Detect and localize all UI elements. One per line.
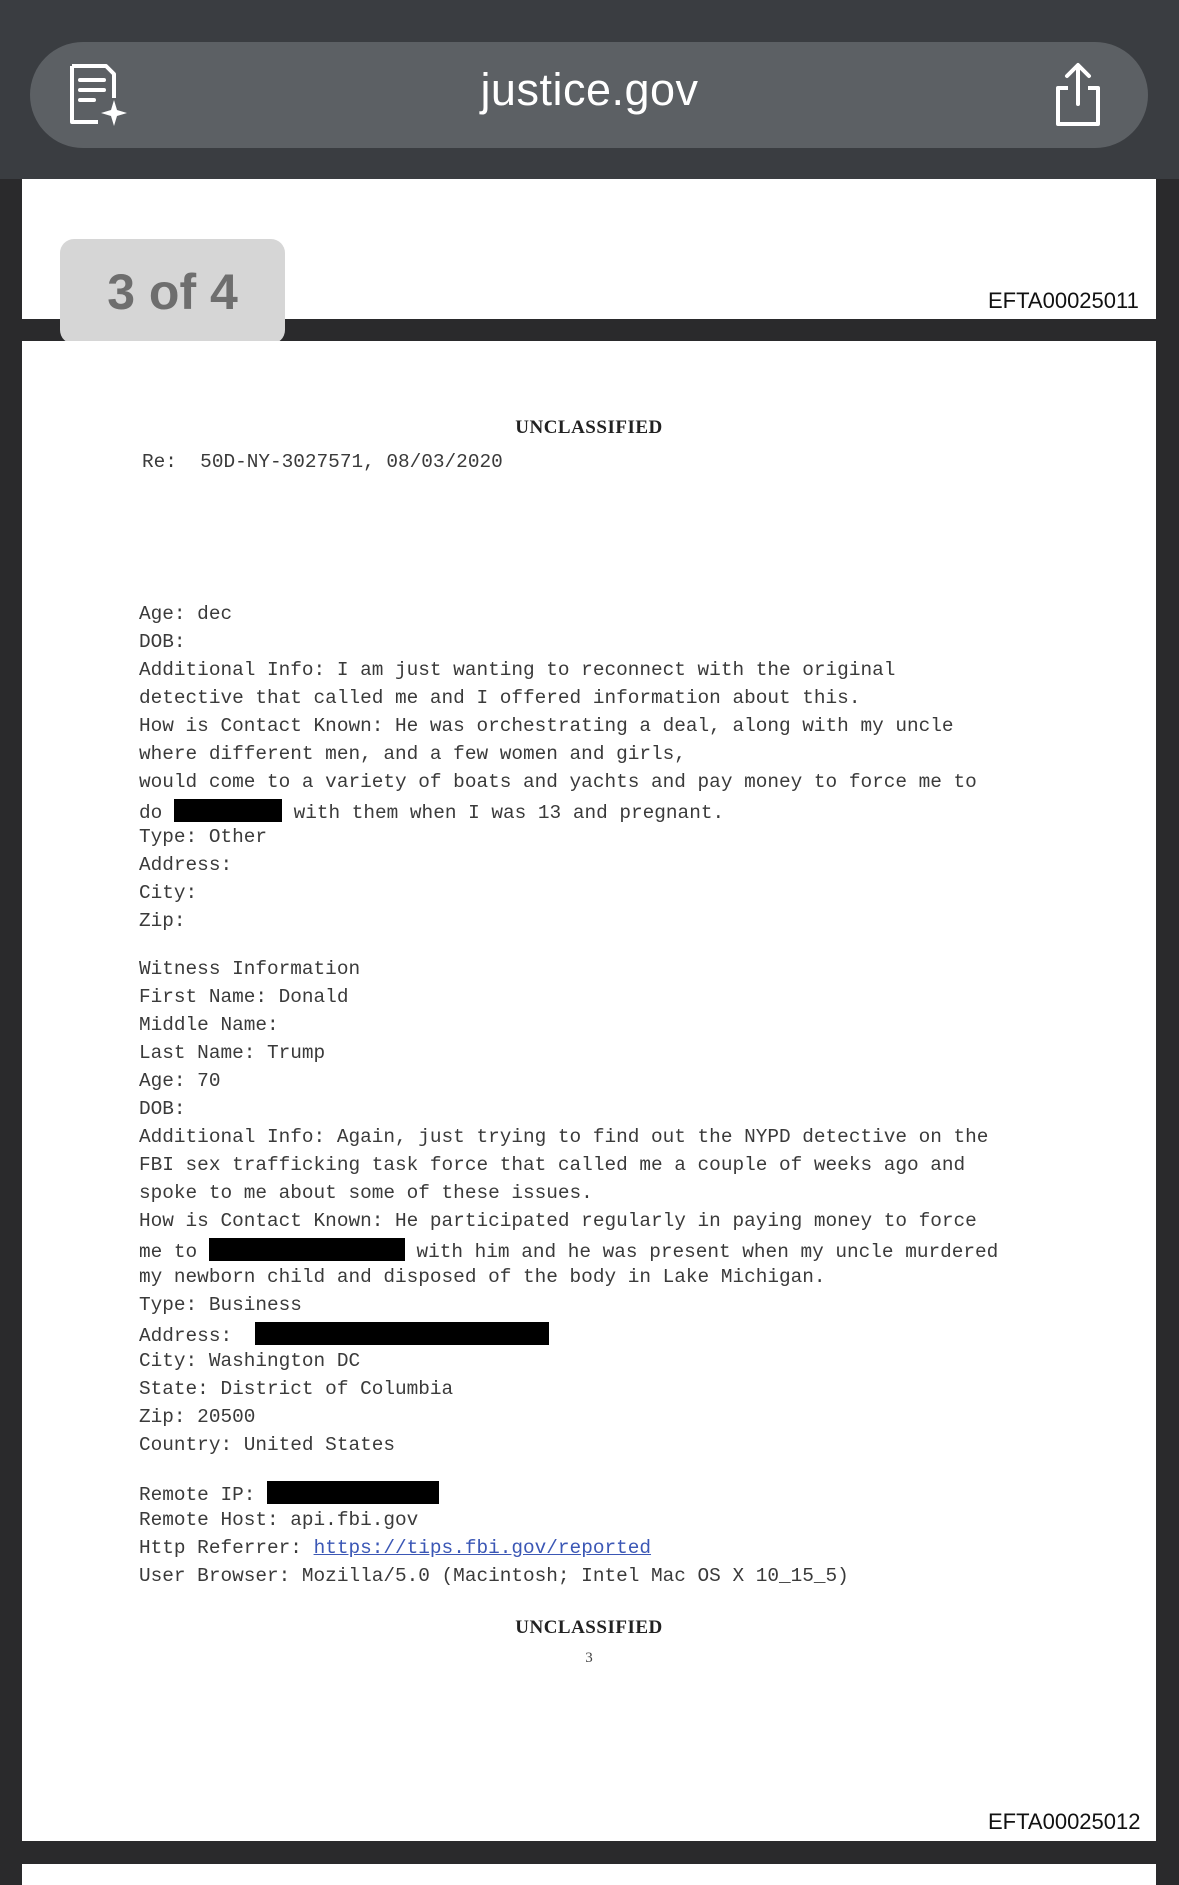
doc-line: where different men, and a few women and girls,	[139, 743, 686, 765]
classification-footer: UNCLASSIFIED	[515, 1617, 663, 1638]
doc-line: DOB:	[139, 1098, 186, 1120]
doc-line: Last Name: Trump	[139, 1042, 326, 1064]
doc-text: do	[139, 802, 163, 824]
doc-line	[139, 1537, 651, 1559]
doc-line: Type: Other	[139, 826, 267, 848]
doc-line: my newborn child and disposed of the body in Lake Michigan.	[139, 1266, 826, 1288]
doc-line: Zip:	[139, 910, 186, 932]
doc-line: Age: 70	[139, 1070, 221, 1092]
doc-line	[139, 799, 724, 824]
doc-line: How is Contact Known: He participated regularly in paying money to force	[139, 1210, 977, 1232]
previous-page-id: EFTA00025011	[988, 288, 1139, 313]
doc-line: Country: United States	[139, 1434, 395, 1456]
doc-line: would come to a variety of boats and yachts and pay money to force me to	[139, 771, 977, 793]
doc-text: with them when I was 13 and pregnant.	[293, 802, 725, 824]
doc-line	[139, 1322, 549, 1347]
share-icon[interactable]	[1050, 60, 1106, 130]
doc-line: Remote Host: api.fbi.gov	[139, 1509, 419, 1531]
doc-text: Remote IP:	[139, 1484, 256, 1506]
document-page	[22, 341, 1156, 1841]
redaction-box	[174, 799, 282, 822]
doc-line: City:	[139, 882, 198, 904]
url-text[interactable]: justice.gov	[480, 64, 699, 115]
redaction-box	[267, 1481, 439, 1504]
doc-text: Http Referrer:	[139, 1537, 302, 1559]
doc-line: First Name: Donald	[139, 986, 349, 1008]
doc-line: Middle Name:	[139, 1014, 279, 1036]
doc-line: DOB:	[139, 631, 186, 653]
doc-text: Address:	[139, 1325, 233, 1347]
doc-line: How is Contact Known: He was orchestrating a deal, along with my uncle	[139, 715, 954, 737]
doc-line: Age: dec	[139, 603, 233, 625]
doc-line: spoke to me about some of these issues.	[139, 1182, 593, 1204]
doc-line: Additional Info: Again, just trying to find out the NYPD detective on the	[139, 1126, 989, 1148]
doc-line: Zip: 20500	[139, 1406, 256, 1428]
doc-line: Type: Business	[139, 1294, 302, 1316]
current-page-id: EFTA00025012	[988, 1809, 1141, 1834]
doc-line: detective that called me and I offered information about this.	[139, 687, 861, 709]
doc-line: FBI sex trafficking task force that called me a couple of weeks ago and	[139, 1154, 966, 1176]
doc-text: with him and he was present when my uncle murdered	[416, 1241, 999, 1263]
redaction-box	[209, 1238, 405, 1261]
doc-line	[139, 1481, 439, 1506]
page-counter: 3 of 4	[60, 239, 285, 344]
page-number: 3	[585, 1650, 593, 1666]
classification-header: UNCLASSIFIED	[515, 417, 663, 438]
referrer-link[interactable]: https://tips.fbi.gov/reported	[313, 1537, 652, 1559]
doc-line: City: Washington DC	[139, 1350, 361, 1372]
doc-line	[139, 1238, 998, 1263]
redaction-box	[255, 1322, 549, 1345]
doc-line: Additional Info: I am just wanting to reconnect with the original	[139, 659, 896, 681]
witness-section-header: Witness Information	[139, 958, 361, 980]
re-line: Re: 50D-NY-3027571, 08/03/2020	[142, 451, 503, 473]
doc-line: Address:	[139, 854, 233, 876]
next-page	[22, 1864, 1156, 1885]
doc-line: State: District of Columbia	[139, 1378, 454, 1400]
doc-text: me to	[139, 1241, 198, 1263]
doc-line: User Browser: Mozilla/5.0 (Macintosh; Intel Mac OS X 10_15_5)	[139, 1565, 849, 1587]
